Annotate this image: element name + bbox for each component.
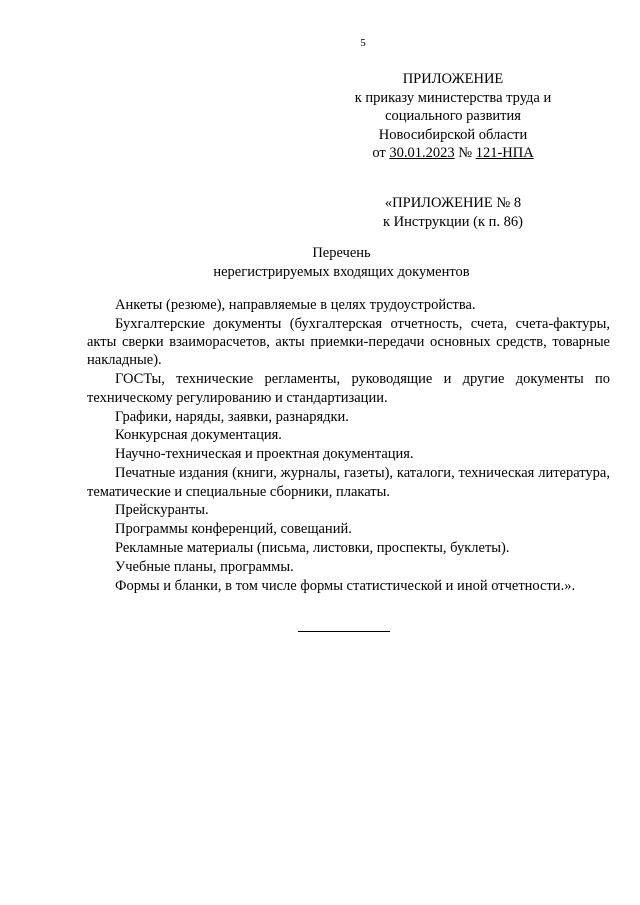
- closing-separator-line: [298, 631, 390, 632]
- list-item: Рекламные материалы (письма, листовки, проспекты, буклеты).: [115, 540, 510, 557]
- list-item: Учебные планы, программы.: [115, 559, 294, 576]
- list-item: Печатные издания (книги, журналы, газеты), каталоги, техническая литература, тематические и специальные сборники, плакаты.: [87, 465, 610, 500]
- list-item: Программы конференций, совещаний.: [115, 521, 352, 538]
- document-list: [87, 296, 610, 596]
- list-item: Анкеты (резюме), направляемые в целях трудоустройства.: [115, 297, 476, 313]
- order-reference: [340, 144, 566, 163]
- appendix-heading: «ПРИЛОЖЕНИЕ № 8: [384, 195, 522, 211]
- list-item: Формы и бланки, в том числе формы статистической и иной отчетности.».: [115, 577, 576, 594]
- document-title: [0, 244, 640, 281]
- list-item: ГОСТы, технические регламенты, руководящие и другие документы по техническому регулированию и стандартизации.: [87, 371, 610, 406]
- appendix-subheading: к Инструкции (к п. 86): [383, 213, 523, 230]
- order-prefix: от: [372, 145, 386, 161]
- approval-line-3: Новосибирской области: [378, 126, 528, 143]
- approval-line-1: к приказу министерства труда и: [354, 89, 552, 106]
- approval-heading: ПРИЛОЖЕНИЕ: [402, 71, 504, 87]
- order-number-sign: №: [458, 145, 473, 161]
- list-item: Научно-техническая и проектная документация.: [115, 446, 414, 463]
- list-item: Конкурсная документация.: [115, 427, 282, 444]
- approval-line-2: социального развития: [385, 108, 521, 124]
- appendix-header: [340, 194, 566, 231]
- list-item: Графики, наряды, заявки, разнарядки.: [115, 408, 349, 425]
- order-number: 121-НПА: [475, 145, 534, 161]
- list-item: Прейскуранты.: [115, 502, 209, 519]
- order-date: 30.01.2023: [389, 145, 455, 161]
- title-line-2: нерегистрируемых входящих документов: [213, 263, 470, 280]
- page-number: 5: [360, 37, 366, 49]
- title-line-1: Перечень: [312, 245, 371, 261]
- approval-stamp: [340, 70, 566, 163]
- list-item: Бухгалтерские документы (бухгалтерская отчетность, счета, счета-фактуры, акты сверки взаиморасчетов, акты приемки-передачи основных средств, товарные накладные).: [87, 315, 610, 369]
